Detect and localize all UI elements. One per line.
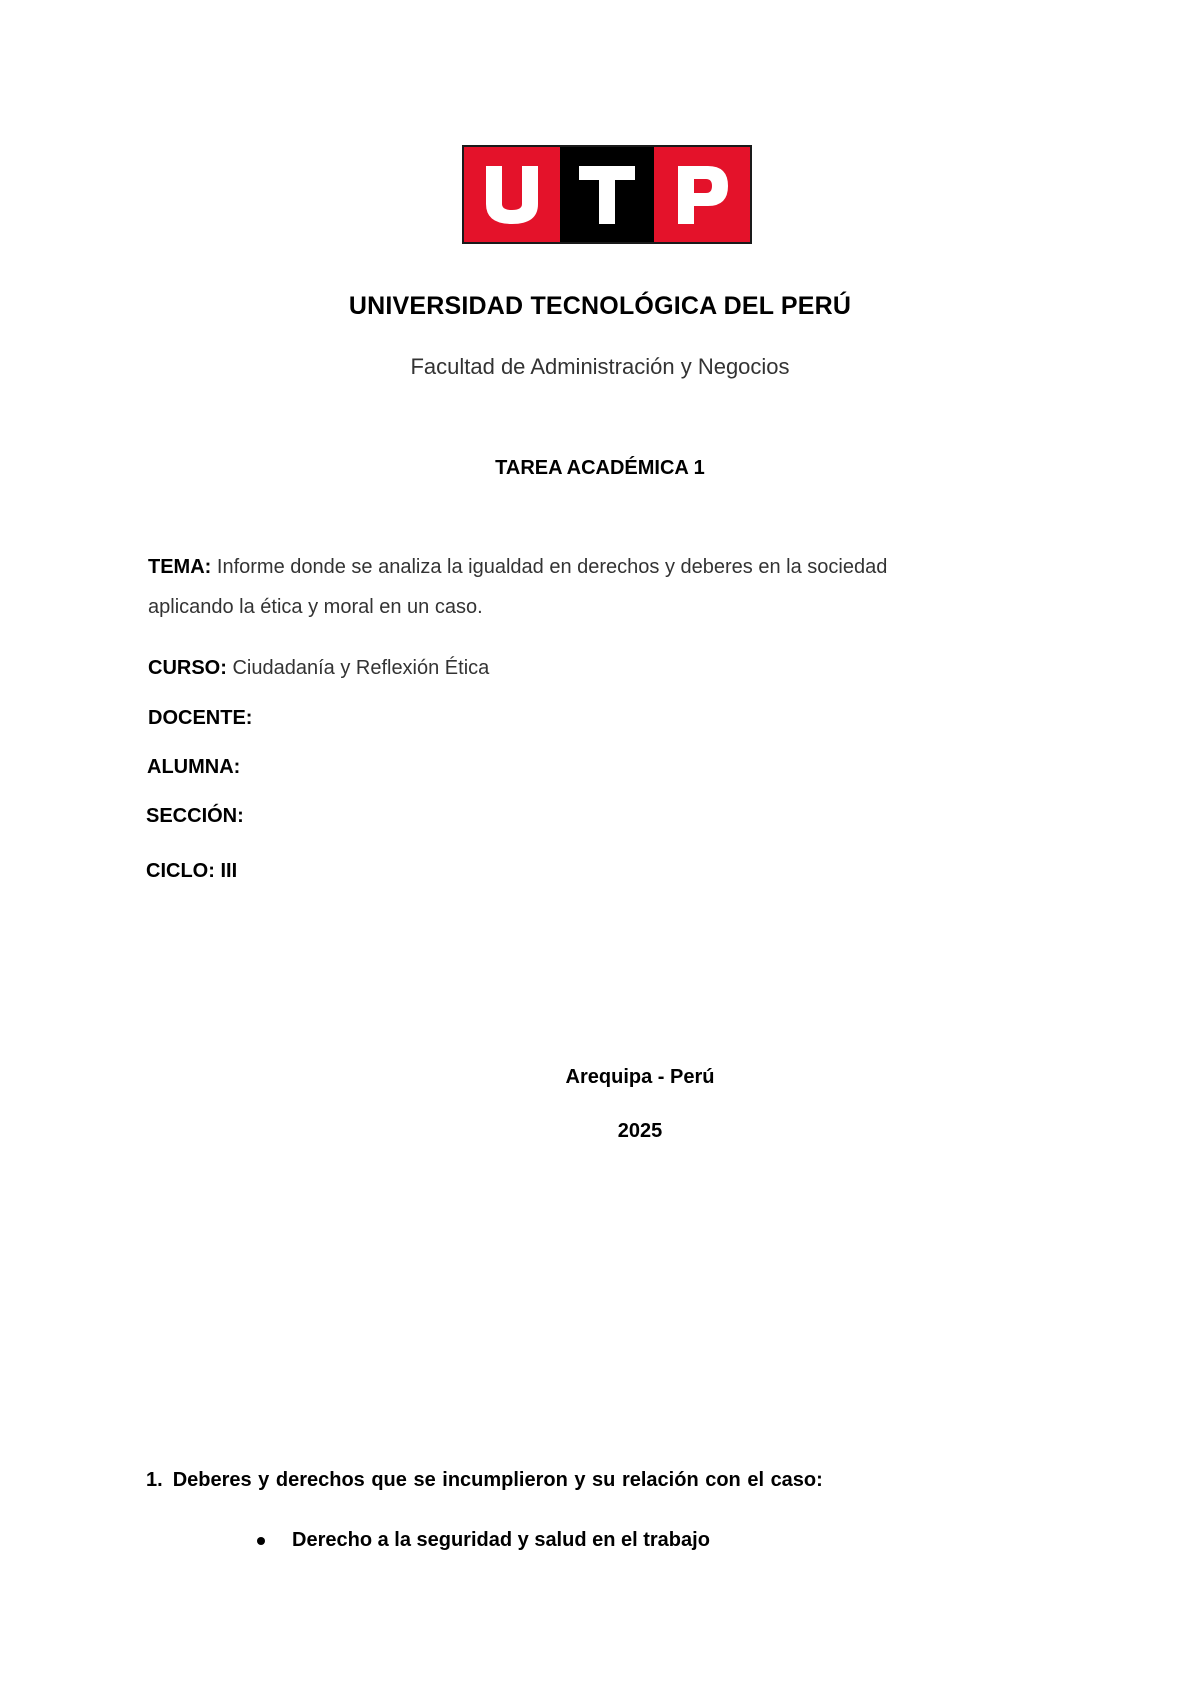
ciclo-field (146, 860, 237, 883)
section-title: Deberes y derechos que se incumplieron y su relación con el caso: (172, 1469, 823, 1491)
utp-logo (462, 145, 752, 244)
logo-cell-t (560, 147, 654, 242)
university-title: UNIVERSIDAD TECNOLÓGICA DEL PERÚ (348, 292, 852, 320)
seccion-field (146, 805, 244, 828)
ciclo-label: CICLO: (146, 860, 215, 882)
ciclo-value: III (220, 860, 238, 882)
list-item-text: Derecho a la seguridad y salud en el trabajo (292, 1529, 710, 1551)
docente-field (148, 707, 252, 730)
curso-label: CURSO: (148, 657, 227, 679)
tema-label: TEMA: (148, 556, 212, 578)
alumna-field (147, 756, 240, 779)
bullet-dot-icon (257, 1537, 265, 1545)
logo-letter-u-icon (480, 164, 544, 226)
docente-label: DOCENTE: (148, 707, 253, 729)
document-year: 2025 (617, 1120, 663, 1142)
section-heading (146, 1469, 823, 1492)
tema-value-line2: aplicando la ética y moral en un caso. (148, 596, 483, 618)
logo-cell-p (654, 147, 750, 242)
logo-letter-t-icon (577, 164, 637, 226)
curso-value: Ciudadanía y Reflexión Ética (232, 657, 490, 679)
curso-field (148, 657, 489, 680)
logo-cell-u (464, 147, 560, 242)
assignment-title: TAREA ACADÉMICA 1 (495, 457, 705, 479)
list-item (257, 1529, 710, 1552)
faculty-name: Facultad de Administración y Negocios (410, 354, 790, 379)
logo-letter-p-icon (674, 164, 730, 226)
seccion-label: SECCIÓN: (146, 805, 244, 827)
alumna-label: ALUMNA: (147, 756, 241, 778)
tema-value-line1: Informe donde se analiza la igualdad en derechos y deberes en la sociedad (216, 556, 888, 578)
section-number: 1. (146, 1469, 163, 1491)
city-location: Arequipa - Perú (565, 1066, 715, 1088)
tema-field (148, 556, 887, 579)
